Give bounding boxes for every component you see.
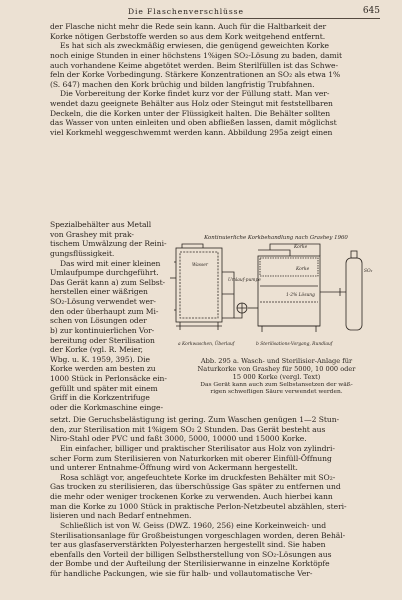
caption-note: Das Gerät kann auch zum Selbstansetzen der wäß- xyxy=(200,381,353,388)
text-line: für handliche Packungen, wie sie für halb- und vollautomatische Ver- xyxy=(50,569,313,578)
text-line: der Flasche nicht mehr die Rede sein kann. Auch für die Haltbarkeit der xyxy=(50,22,327,31)
text-line: SO₂-Lösung verwendet wer- xyxy=(50,297,156,306)
label-umlaufpumpe: Umlauf-pumpe xyxy=(228,278,261,283)
text-line: das Wasser von unten einleiten und oben abfließen lassen, damit möglichst xyxy=(50,118,337,128)
text-line: Deckeln, die die Korken unter der Flüssigkeit halten. Die Behälter sollten xyxy=(50,108,331,118)
running-header xyxy=(128,7,380,19)
pipe-top-right xyxy=(258,244,320,256)
text-line: man die Korke zu 1000 Stück in praktische Perlon-Netzbeutel abzählen, steri- xyxy=(50,501,347,511)
text-line: herstellen einer wäßrigen xyxy=(50,287,148,297)
text-line: Wbg. u. K. 1959, 395). Die xyxy=(50,354,150,364)
apparatus-figure xyxy=(170,230,383,356)
text-line: Die Vorbereitung der Korke findet kurz vor der Füllung statt. Man ver- xyxy=(60,89,330,99)
text-line: und unterer Entnahme-Öffnung wird von Ackermann hergestellt. xyxy=(50,463,298,473)
text-line: 1000 Stück in Perlonsäcke ein- xyxy=(50,374,167,383)
caption-line: 15 000 Korke (vergl. Text) xyxy=(232,373,321,382)
text-line: der Bombe und der Aufteilung der Sterilisierwanne in einzelne Korktöpfe xyxy=(50,559,330,569)
text-line: der Korke (vgl. R. Meier, xyxy=(50,345,143,355)
text-line: b) zur kontinuierlichen Vor- xyxy=(50,325,155,335)
text-line: Spezialbehälter aus Metall xyxy=(50,220,152,229)
text-line: ter aus glasfaserverstärkten Polyesterharzen hergestellt sind. Sie haben xyxy=(50,540,326,550)
text-line: ebenfalls den Vorteil der billigen Selbstherstellung von SO₂-Lösungen aus xyxy=(50,549,332,559)
text-line: Ein einfacher, billiger und praktischer Sterilisator aus Holz von zylindri- xyxy=(60,443,335,453)
text-line: noch einige Stunden in einer höchstens 1%igen SO₂-Lösung zu baden, damit xyxy=(50,50,343,60)
body-text-left-column xyxy=(50,220,167,413)
text-line: gefüllt und später mit einem xyxy=(50,383,158,393)
text-line: Umlaufpumpe durchgeführt. xyxy=(50,268,159,278)
text-line: Es hat sich als zweckmäßig erwiesen, die genügend geweichten Korke xyxy=(60,41,329,51)
text-line: Griff in die Korkzentrifuge xyxy=(50,393,150,403)
text-line: lisieren und nach Bedarf entnehmen. xyxy=(50,511,192,521)
text-line: scher Form zum Sterilisieren von Naturkorken mit oberer Einfüll-Öffnung xyxy=(50,453,332,463)
body-text-bottom xyxy=(50,415,383,579)
tank-right-stand xyxy=(258,326,320,332)
text-line: Sterilisationsanlage für Großbeistungen vorgeschlagen worden, deren Behäl- xyxy=(50,530,346,540)
pipe-top-left xyxy=(182,244,203,248)
text-line: die mehr oder weniger trockenen Korke zu verwenden. Auch hierbei kann xyxy=(50,492,333,501)
text-line: schen von Lösungen oder xyxy=(50,316,147,326)
label-korke-mid: Korke xyxy=(296,267,310,272)
so2-cylinder xyxy=(346,258,362,330)
subcaption-a: a Korkwaschen, Überlauf xyxy=(178,342,235,347)
label-wasser: Wasser xyxy=(192,263,208,268)
text-line: tischem Umwälzung der Reini- xyxy=(50,239,167,249)
tank-right xyxy=(258,256,320,326)
text-line: gungsflüssigkeit. xyxy=(50,248,115,258)
tank-left-stand xyxy=(176,322,222,330)
text-line: feln der Korke Vorbedingung. Stärkere Konzentrationen an SO₂ als etwa 1% xyxy=(50,70,341,80)
text-line: auch vorhandene Keime abgetötet werden. Beim Sterilfüllen ist das Schwe- xyxy=(50,60,339,70)
text-line: Schließlich ist von W. Geiss (DWZ. 1960, 256) eine Korkeinweich- und xyxy=(60,520,327,530)
label-loesung: 1-2% Lösung xyxy=(286,293,315,298)
text-line: wendet dazu geeignete Behälter aus Holz oder Steingut mit feststellbaren xyxy=(50,99,333,108)
text-line: Rosa schlägt vor, angefeuchtete Korke im druckfesten Behälter mit SO₂- xyxy=(60,472,336,482)
text-line: von Grashey mit prak- xyxy=(50,229,134,239)
text-line: Das Gerät kann a) zum Selbst- xyxy=(50,277,166,287)
text-line: Gas trocken zu sterilisieren, das überschüssige Gas später zu entfernen und xyxy=(50,482,341,492)
text-line: Das wird mit einer kleinen xyxy=(60,258,161,268)
text-line: Korke werden am besten zu xyxy=(50,364,156,374)
figure-title: Kontinuierliche Korkbehandlung nach Grashey 1960 xyxy=(204,235,348,241)
text-line: Korke nötigen Gerbstoffe werden so aus dem Kork weitgehend entfernt. xyxy=(50,31,326,41)
text-line: oder die Korkmaschine einge- xyxy=(50,402,163,412)
body-text-top xyxy=(50,22,383,138)
text-line: Niro-Stahl oder PVC und faßt 3000, 5000, 10000 und 15000 Korke. xyxy=(50,434,307,444)
tank-left-inner xyxy=(180,252,218,318)
text-line: bereitung oder Sterilisation xyxy=(50,335,155,345)
caption-note: rigen schwefligen Säure verwendet werden. xyxy=(210,388,343,395)
caption-line: Naturkorke von Grashey für 5000, 10 000 oder xyxy=(197,365,356,374)
text-line: den, zur Sterilisation mit 1%igem SO₂ 2 Stunden. Das Gerät besteht aus xyxy=(50,424,326,434)
tank-left xyxy=(176,248,222,322)
label-korke-top: Korke xyxy=(294,245,308,250)
figure-caption xyxy=(170,357,383,396)
text-line: viel Korkmehl weggeschwemmt werden kann. Abbildung 295a zeigt einen xyxy=(50,127,333,137)
label-so2: SO₂ xyxy=(364,269,373,274)
caption-line: Abb. 295 a. Wasch- und Sterilisier-Anlage für xyxy=(200,357,353,365)
running-title: Die Flaschenverschlüsse xyxy=(128,7,244,16)
subcaption-b: b Sterilisations-Vorgang, Rundlauf xyxy=(256,342,333,347)
text-line: den oder überhaupt zum Mi- xyxy=(50,306,159,316)
text-line: (S. 647) machen den Kork brüchig und bilden langfristig Trubfahnen. xyxy=(50,79,315,89)
text-line: setzt. Die Geruchsbelästigung ist gering. Zum Waschen genügen 1—2 Stun- xyxy=(50,415,340,424)
page-number: 645 xyxy=(362,6,380,16)
